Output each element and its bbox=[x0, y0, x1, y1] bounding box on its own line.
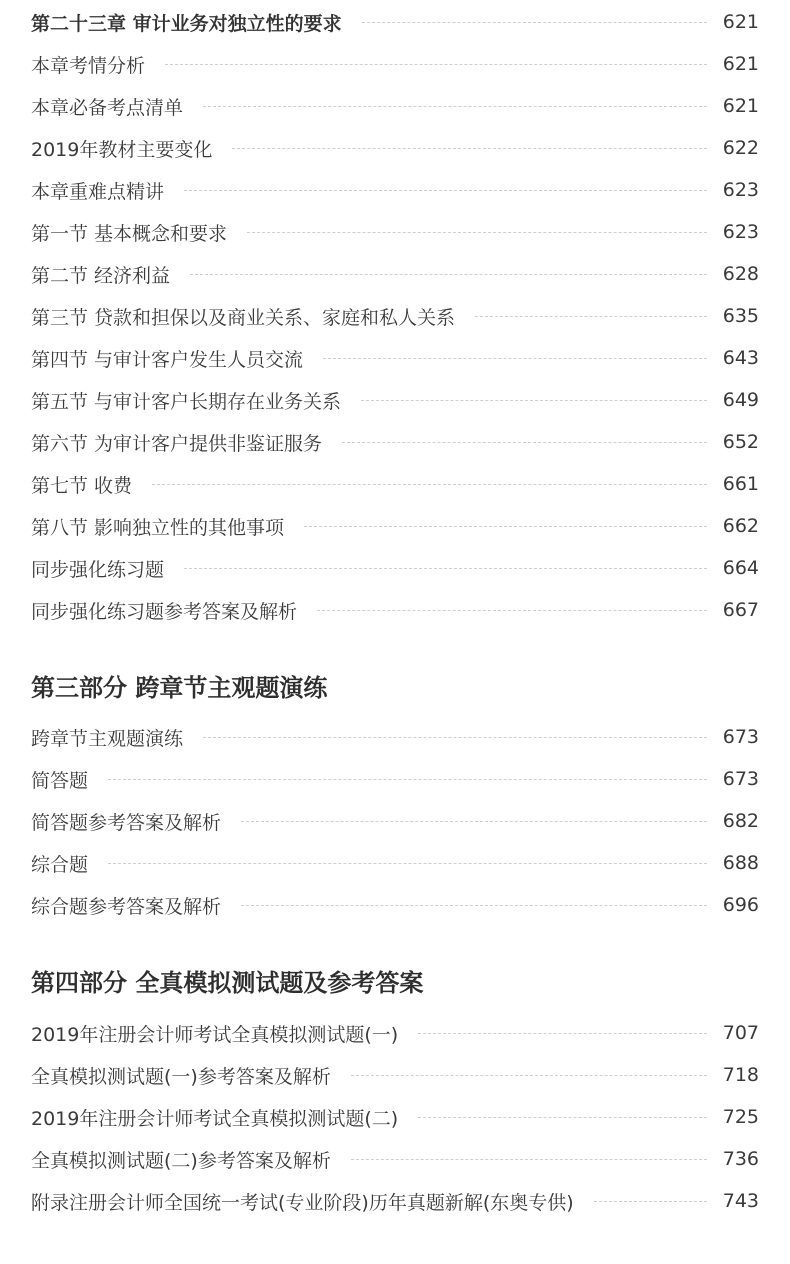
leader-dots bbox=[184, 568, 707, 569]
entry-title: 第三节 贷款和担保以及商业关系、家庭和私人关系 bbox=[31, 306, 456, 329]
page-number: 743 bbox=[722, 1190, 759, 1212]
entry-title: 本章考情分析 bbox=[31, 54, 146, 77]
page-number: 628 bbox=[722, 263, 759, 285]
toc-entry[interactable] bbox=[31, 806, 759, 836]
toc-entry[interactable] bbox=[31, 217, 759, 247]
leader-dots bbox=[190, 274, 707, 275]
leader-dots bbox=[418, 1117, 707, 1118]
page-number: 621 bbox=[722, 53, 759, 75]
leader-dots bbox=[232, 148, 707, 149]
leader-dots bbox=[475, 316, 707, 317]
toc-entry[interactable] bbox=[31, 722, 759, 752]
entry-title: 第六节 为审计客户提供非鉴证服务 bbox=[31, 432, 323, 455]
entry-title: 第一节 基本概念和要求 bbox=[31, 222, 228, 245]
page-number: 673 bbox=[722, 768, 759, 790]
toc-entry[interactable] bbox=[31, 469, 759, 499]
leader-dots bbox=[361, 400, 707, 401]
toc-entry[interactable] bbox=[31, 49, 759, 79]
leader-dots bbox=[323, 358, 707, 359]
page-number: 688 bbox=[722, 852, 759, 874]
entry-title: 附录注册会计师全国统一考试(专业阶段)历年真题新解(东奥专供) bbox=[31, 1191, 574, 1214]
page-number: 623 bbox=[722, 179, 759, 201]
page-number: 696 bbox=[722, 894, 759, 916]
leader-dots bbox=[165, 64, 707, 65]
toc-entry[interactable] bbox=[31, 91, 759, 121]
entry-title: 同步强化练习题 bbox=[31, 558, 165, 581]
toc-entry[interactable] bbox=[31, 1186, 759, 1216]
page-number: 718 bbox=[722, 1064, 759, 1086]
leader-dots bbox=[152, 484, 707, 485]
toc-entry[interactable] bbox=[31, 343, 759, 373]
page-number: 667 bbox=[722, 599, 759, 621]
leader-dots bbox=[108, 779, 707, 780]
entry-title: 2019年注册会计师考试全真模拟测试题(一) bbox=[31, 1023, 399, 1046]
chapter-heading[interactable] bbox=[31, 7, 759, 37]
toc-entry[interactable] bbox=[31, 890, 759, 920]
toc-entry[interactable] bbox=[31, 511, 759, 541]
leader-dots bbox=[247, 232, 707, 233]
entry-title: 2019年教材主要变化 bbox=[31, 138, 213, 161]
toc-entry[interactable] bbox=[31, 595, 759, 625]
toc-entry[interactable] bbox=[31, 553, 759, 583]
part-title: 第四部分 全真模拟测试题及参考答案 bbox=[31, 969, 424, 997]
page-number: 725 bbox=[722, 1106, 759, 1128]
toc-entry[interactable] bbox=[31, 1018, 759, 1048]
leader-dots bbox=[108, 863, 707, 864]
page-number: 623 bbox=[722, 221, 759, 243]
entry-title: 全真模拟测试题(二)参考答案及解析 bbox=[31, 1149, 331, 1172]
page-number: 662 bbox=[722, 515, 759, 537]
page-number: 664 bbox=[722, 557, 759, 579]
page-number: 643 bbox=[722, 347, 759, 369]
entry-title: 本章重难点精讲 bbox=[31, 180, 165, 203]
toc-entry[interactable] bbox=[31, 301, 759, 331]
entry-title: 简答题 bbox=[31, 769, 89, 792]
leader-dots bbox=[362, 22, 707, 23]
toc-entry[interactable] bbox=[31, 259, 759, 289]
toc-entry[interactable] bbox=[31, 848, 759, 878]
entry-title: 本章必备考点清单 bbox=[31, 96, 184, 119]
leader-dots bbox=[351, 1075, 707, 1076]
page-number: 635 bbox=[722, 305, 759, 327]
toc-entry[interactable] bbox=[31, 1144, 759, 1174]
page-number: 736 bbox=[722, 1148, 759, 1170]
leader-dots bbox=[418, 1033, 707, 1034]
toc-entry[interactable] bbox=[31, 133, 759, 163]
page-number: 707 bbox=[722, 1022, 759, 1044]
page-number: 622 bbox=[722, 137, 759, 159]
page-number: 649 bbox=[722, 389, 759, 411]
leader-dots bbox=[304, 526, 707, 527]
leader-dots bbox=[241, 905, 707, 906]
toc-entry[interactable] bbox=[31, 1060, 759, 1090]
toc-entry[interactable] bbox=[31, 427, 759, 457]
part-title: 第三部分 跨章节主观题演练 bbox=[31, 674, 328, 702]
toc-entry[interactable] bbox=[31, 175, 759, 205]
leader-dots bbox=[203, 737, 707, 738]
chapter-title: 第二十三章 审计业务对独立性的要求 bbox=[31, 12, 342, 35]
page-number: 673 bbox=[722, 726, 759, 748]
leader-dots bbox=[241, 821, 707, 822]
entry-title: 2019年注册会计师考试全真模拟测试题(二) bbox=[31, 1107, 399, 1130]
page-number: 621 bbox=[722, 95, 759, 117]
leader-dots bbox=[351, 1159, 707, 1160]
page-number: 682 bbox=[722, 810, 759, 832]
entry-title: 综合题 bbox=[31, 853, 89, 876]
page-number: 621 bbox=[722, 11, 759, 33]
leader-dots bbox=[184, 190, 707, 191]
leader-dots bbox=[342, 442, 707, 443]
leader-dots bbox=[203, 106, 707, 107]
entry-title: 简答题参考答案及解析 bbox=[31, 811, 222, 834]
toc-entry[interactable] bbox=[31, 764, 759, 794]
entry-title: 第五节 与审计客户长期存在业务关系 bbox=[31, 390, 342, 413]
entry-title: 跨章节主观题演练 bbox=[31, 727, 184, 750]
entry-title: 综合题参考答案及解析 bbox=[31, 895, 222, 918]
entry-title: 全真模拟测试题(一)参考答案及解析 bbox=[31, 1065, 331, 1088]
entry-title: 第四节 与审计客户发生人员交流 bbox=[31, 348, 304, 371]
leader-dots bbox=[317, 610, 707, 611]
toc-entry[interactable] bbox=[31, 1102, 759, 1132]
entry-title: 第七节 收费 bbox=[31, 474, 133, 497]
entry-title: 同步强化练习题参考答案及解析 bbox=[31, 600, 298, 623]
entry-title: 第八节 影响独立性的其他事项 bbox=[31, 516, 285, 539]
entry-title: 第二节 经济利益 bbox=[31, 264, 171, 287]
toc-entry[interactable] bbox=[31, 385, 759, 415]
page-number: 661 bbox=[722, 473, 759, 495]
page-number: 652 bbox=[722, 431, 759, 453]
leader-dots bbox=[594, 1201, 707, 1202]
